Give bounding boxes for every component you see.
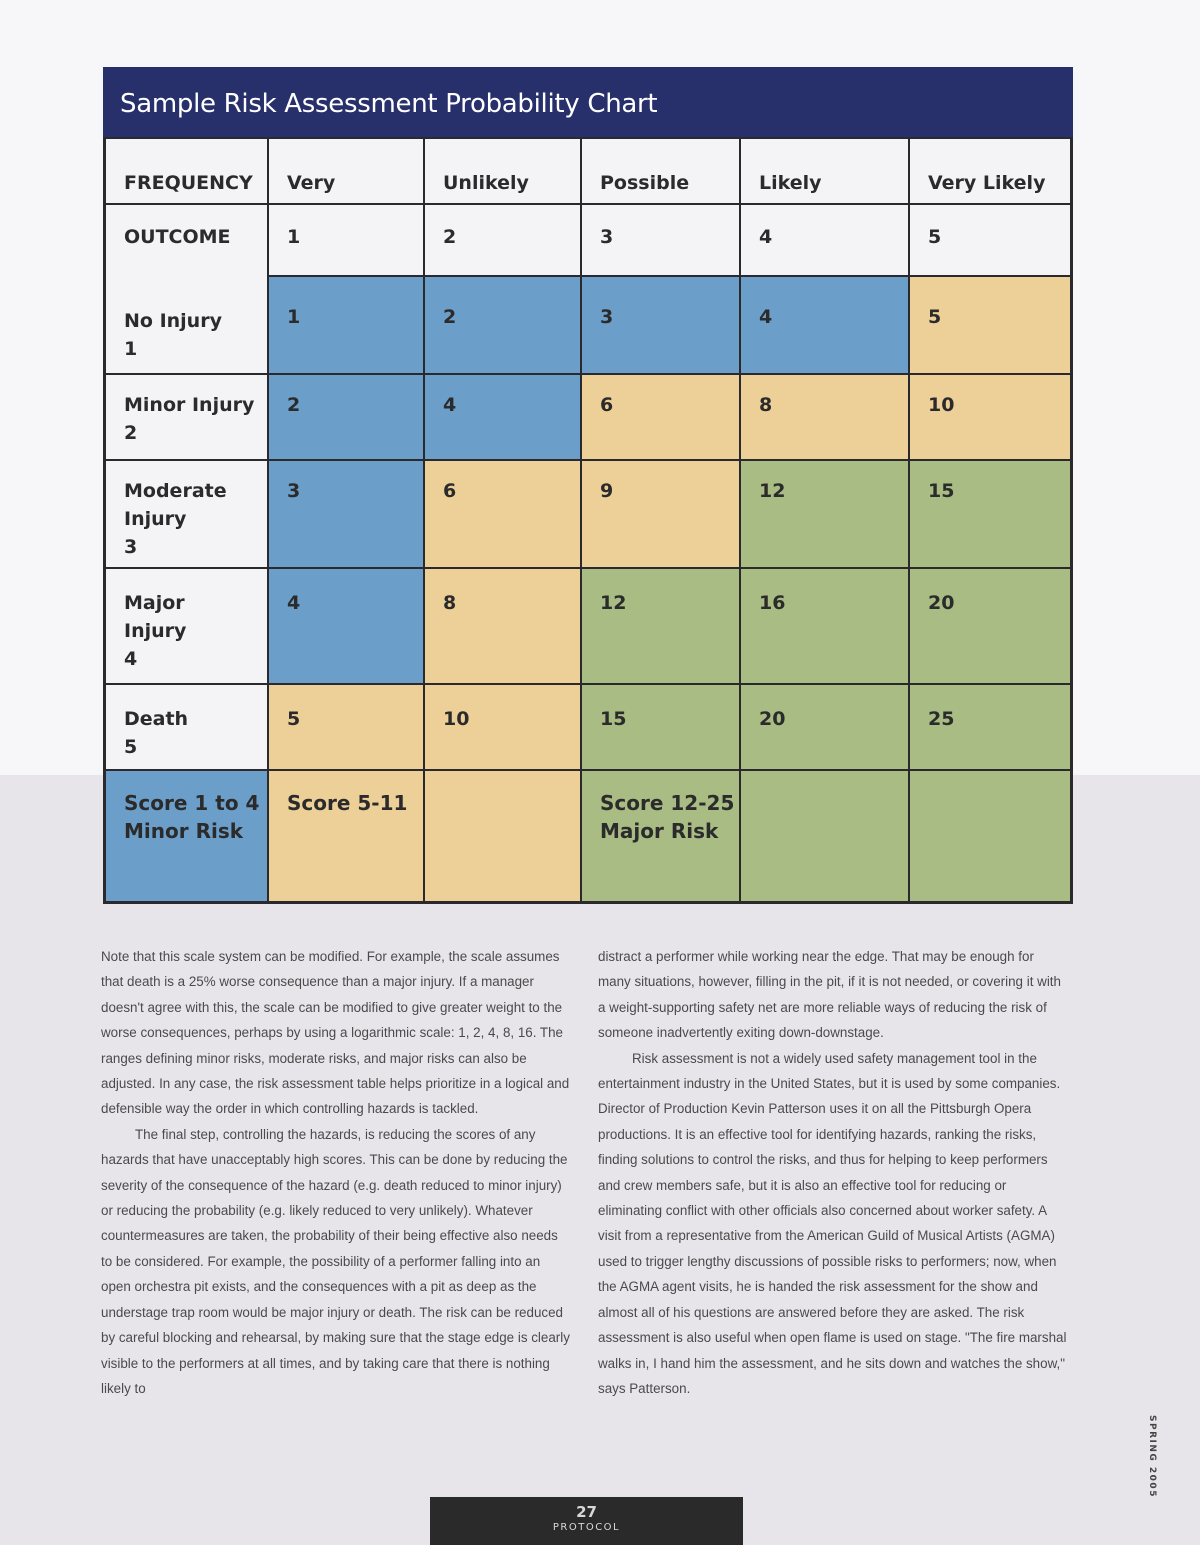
frequency-value-5: 5	[910, 205, 1070, 275]
row-label-no-injury: No Injury 1	[124, 310, 222, 360]
issue-label: SPRING 2005	[1147, 1415, 1157, 1498]
score-cell: 1	[269, 277, 423, 373]
paragraph: distract a performer while working near the edge. That may be enough for many situations, however, filling in the pit, if it is not needed, or covering it with a weight-supporting safety net are more reliable ways of reducing the risk of someone inadvertently exiting down-downstage.	[598, 949, 1061, 1041]
score-cell: 8	[425, 569, 580, 683]
score-cell: 5	[910, 277, 1070, 373]
score-cell: 6	[425, 461, 580, 567]
frequency-value-2: 2	[425, 205, 580, 275]
score-cell: 15	[582, 685, 739, 769]
header-very-unlikely: Very	[269, 139, 423, 203]
header-possible: Possible	[582, 139, 739, 203]
score-cell: 20	[910, 569, 1070, 683]
score-cell: 12	[741, 461, 908, 567]
score-cell: 12	[582, 569, 739, 683]
legend-major-filler	[910, 771, 1070, 901]
score-cell: 2	[425, 277, 580, 373]
score-cell: 10	[910, 375, 1070, 459]
paragraph: Note that this scale system can be modified. For example, the scale assumes that death is a 25% worse consequence than a major injury. If a manager doesn't agree with this, the scale can be modified to give greater weight to the worse consequences, perhaps by using a logarithmic scale: 1, 2, 4, 8, 16. The ranges defining minor risks, moderate risks, and major risks can also be adjusted. In any case, the risk assessment table helps prioritize in a logical and defensible way the order in which controlling hazards is tackled.	[101, 949, 570, 1117]
outcome-label: OUTCOME	[106, 205, 267, 373]
score-cell: 10	[425, 685, 580, 769]
legend-moderate-risk: Score 5-11	[269, 771, 423, 901]
page-footer	[430, 1497, 743, 1545]
header-likely: Likely	[741, 139, 908, 203]
score-cell: 20	[741, 685, 908, 769]
page-number: 27	[576, 1503, 597, 1521]
risk-chart	[103, 67, 1073, 904]
header-frequency: FREQUENCY	[106, 139, 267, 203]
paragraph: Risk assessment is not a widely used safety management tool in the entertainment industry in the United States, but it is used by some companies. Director of Production Kevin Patterson uses it on all the Pittsburgh Opera productions. It is an effective tool for identifying hazards, ranking the risks, finding solutions to control the risks, and thus for helping to keep performers and crew members safe, but it is also an effective tool for reducing or eliminating conflict with other officials also concerned about worker safety. A visit from a representative from the American Guild of Musical Artists (AGMA) used to trigger lengthy discussions of possible risks to performers; now, when the AGMA agent visits, he is handed the risk assessment for the show and almost all of his questions are answered before they are asked. The risk assessment is also useful when open flame is used on stage. "The fire marshal walks in, I hand him the assessment, and he sits down and watches the show," says Patterson.	[598, 1050, 1067, 1396]
score-cell: 3	[269, 461, 423, 567]
row-label-minor-injury: Minor Injury 2	[106, 375, 267, 459]
score-cell: 5	[269, 685, 423, 769]
frequency-value-4: 4	[741, 205, 908, 275]
score-cell: 15	[910, 461, 1070, 567]
row-label-moderate-injury: Moderate Injury 3	[106, 461, 267, 567]
article-right-column	[598, 944, 1068, 1401]
header-unlikely: Unlikely	[425, 139, 580, 203]
score-cell: 25	[910, 685, 1070, 769]
legend-major-risk: Score 12-25 Major Risk	[582, 771, 739, 901]
legend-moderate-filler	[425, 771, 580, 901]
paragraph: The final step, controlling the hazards, is reducing the scores of any hazards that have unacceptably high scores. This can be done by reducing the severity of the consequence of the hazard (e.g. death reduced to minor injury) or reducing the probability (e.g. likely reduced to very unlikely). Whatever countermeasures are taken, the probability of their being effective also needs to be considered. For example, the possibility of a performer falling into an open orchestra pit exists, and the consequences with a pit as deep as the understage trap room would be major injury or death. The risk can be reduced by careful blocking and rehearsal, by making sure that the stage edge is clearly visible to the performers at all times, and by taking care that there is nothing likely to	[101, 1126, 570, 1396]
article-left-column	[101, 944, 571, 1401]
row-label-death: Death 5	[106, 685, 267, 769]
magazine-name: PROTOCOL	[552, 1522, 621, 1533]
legend-minor-risk: Score 1 to 4 Minor Risk	[106, 771, 267, 901]
frequency-value-3: 3	[582, 205, 739, 275]
row-label-major-injury: Major Injury 4	[106, 569, 267, 683]
score-cell: 6	[582, 375, 739, 459]
chart-title: Sample Risk Assessment Probability Chart	[103, 67, 1073, 137]
score-cell: 8	[741, 375, 908, 459]
score-cell: 4	[425, 375, 580, 459]
header-very-likely: Very Likely	[910, 139, 1070, 203]
frequency-value-1: 1	[269, 205, 423, 275]
legend-major-filler	[741, 771, 908, 901]
score-cell: 4	[269, 569, 423, 683]
score-cell: 16	[741, 569, 908, 683]
score-cell: 3	[582, 277, 739, 373]
score-cell: 9	[582, 461, 739, 567]
score-cell: 2	[269, 375, 423, 459]
score-cell: 4	[741, 277, 908, 373]
